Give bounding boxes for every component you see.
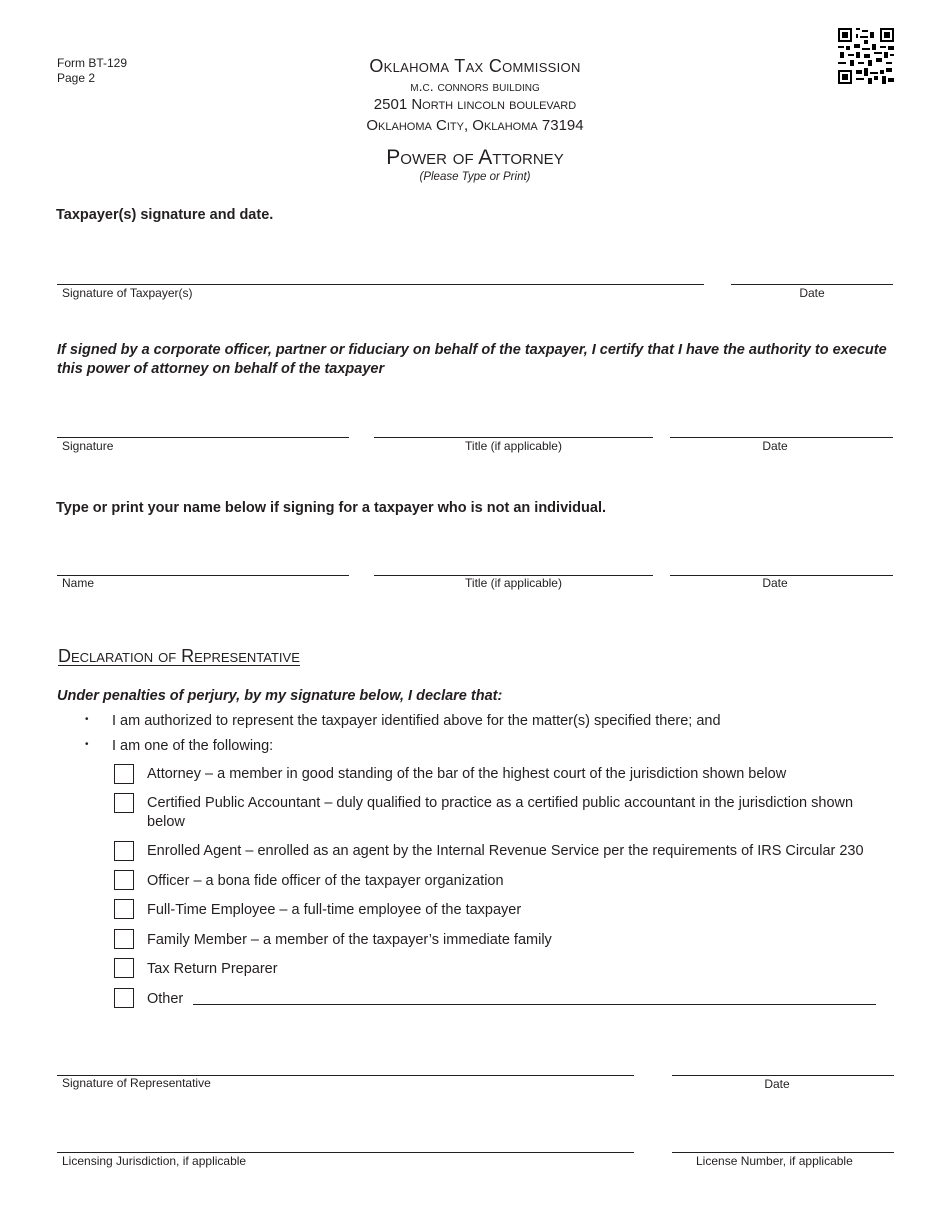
- license-number-label: License Number, if applicable: [696, 1154, 853, 1168]
- option-attorney-label: Attorney – a member in good standing of the bar of the highest court of the jurisdiction shown below: [147, 766, 787, 782]
- page-subtitle: (Please Type or Print): [419, 171, 531, 183]
- option-cpa-label: Certified Public Accountant – duly qualified to practice as a certified public accountant in the jurisdiction shown below: [147, 795, 854, 830]
- declaration-heading: Declaration of Representative: [58, 646, 300, 666]
- officer-title-label: Title (if applicable): [465, 439, 562, 453]
- option-tax-return-preparer-label: Tax Return Preparer: [147, 961, 278, 977]
- option-full-time-employee-label: Full-Time Employee – a full-time employee of the taxpayer: [147, 902, 522, 918]
- licensing-jurisdiction-line[interactable]: [57, 1152, 634, 1153]
- page-title: Power of Attorney: [386, 146, 564, 169]
- street-address: 2501 North lincoln boulevard: [373, 96, 577, 113]
- officer-date-label: Date: [762, 439, 788, 453]
- taxpayer-signature-label: Signature of Taxpayer(s): [62, 286, 193, 300]
- name-title-label: Title (if applicable): [465, 576, 562, 590]
- name-label: Name: [62, 576, 95, 590]
- officer-signature-label: Signature: [62, 439, 114, 453]
- name-line[interactable]: [57, 575, 349, 576]
- declaration-bullet: I am authorized to represent the taxpayer identified above for the matter(s) specified there; and: [112, 713, 721, 729]
- option-enrolled-agent-label: Enrolled Agent – enrolled as an agent by the Internal Revenue Service per the requirements of IRS Circular 230: [147, 843, 864, 859]
- checkbox-family-member[interactable]: [114, 929, 134, 949]
- officer-certification-statement: If signed by a corporate officer, partner or fiduciary on behalf of the taxpayer, I certify that I have the authority to execute this power of attorney on behalf of the taxpayer: [57, 342, 887, 377]
- option-officer-label: Officer – a bona fide officer of the taxpayer organization: [147, 873, 504, 889]
- taxpayer-signature-line[interactable]: [57, 284, 704, 285]
- officer-date-line[interactable]: [670, 437, 893, 438]
- checkbox-enrolled-agent[interactable]: [114, 841, 134, 861]
- officer-signature-line[interactable]: [57, 437, 349, 438]
- checkbox-full-time-employee[interactable]: [114, 899, 134, 919]
- city-address: Oklahoma City, Oklahoma 73194: [366, 117, 584, 134]
- officer-title-line[interactable]: [374, 437, 653, 438]
- option-family-member-label: Family Member – a member of the taxpayer’s immediate family: [147, 932, 552, 948]
- representative-date-label: Date: [764, 1077, 790, 1091]
- licensing-jurisdiction-label: Licensing Jurisdiction, if applicable: [62, 1154, 247, 1168]
- bullet-dot: •: [85, 714, 89, 725]
- other-specify-line[interactable]: [193, 1004, 876, 1005]
- taxpayer-signature-heading: Taxpayer(s) signature and date.: [56, 207, 274, 223]
- option-other-label: Other: [147, 991, 184, 1007]
- license-number-line[interactable]: [672, 1152, 894, 1153]
- checkbox-tax-return-preparer[interactable]: [114, 958, 134, 978]
- declaration-bullet: I am one of the following:: [112, 738, 274, 754]
- taxpayer-date-line[interactable]: [731, 284, 893, 285]
- qr-code-icon: [838, 28, 894, 84]
- declaration-intro: Under penalties of perjury, by my signature below, I declare that:: [57, 688, 503, 704]
- non-individual-heading: Type or print your name below if signing for a taxpayer who is not an individual.: [56, 500, 606, 516]
- taxpayer-date-label: Date: [799, 286, 825, 300]
- bullet-dot: •: [85, 739, 89, 750]
- checkbox-officer[interactable]: [114, 870, 134, 890]
- checkbox-attorney[interactable]: [114, 764, 134, 784]
- checkbox-other[interactable]: [114, 988, 134, 1008]
- form-number: Form BT-129: [57, 56, 128, 70]
- building-name: m.c. connors building: [410, 78, 540, 94]
- checkbox-cpa[interactable]: [114, 793, 134, 813]
- agency-name: Oklahoma Tax Commission: [369, 56, 581, 76]
- name-date-label: Date: [762, 576, 788, 590]
- representative-date-line[interactable]: [672, 1075, 894, 1076]
- page-number: Page 2: [57, 71, 96, 85]
- representative-signature-label: Signature of Representative: [62, 1076, 211, 1090]
